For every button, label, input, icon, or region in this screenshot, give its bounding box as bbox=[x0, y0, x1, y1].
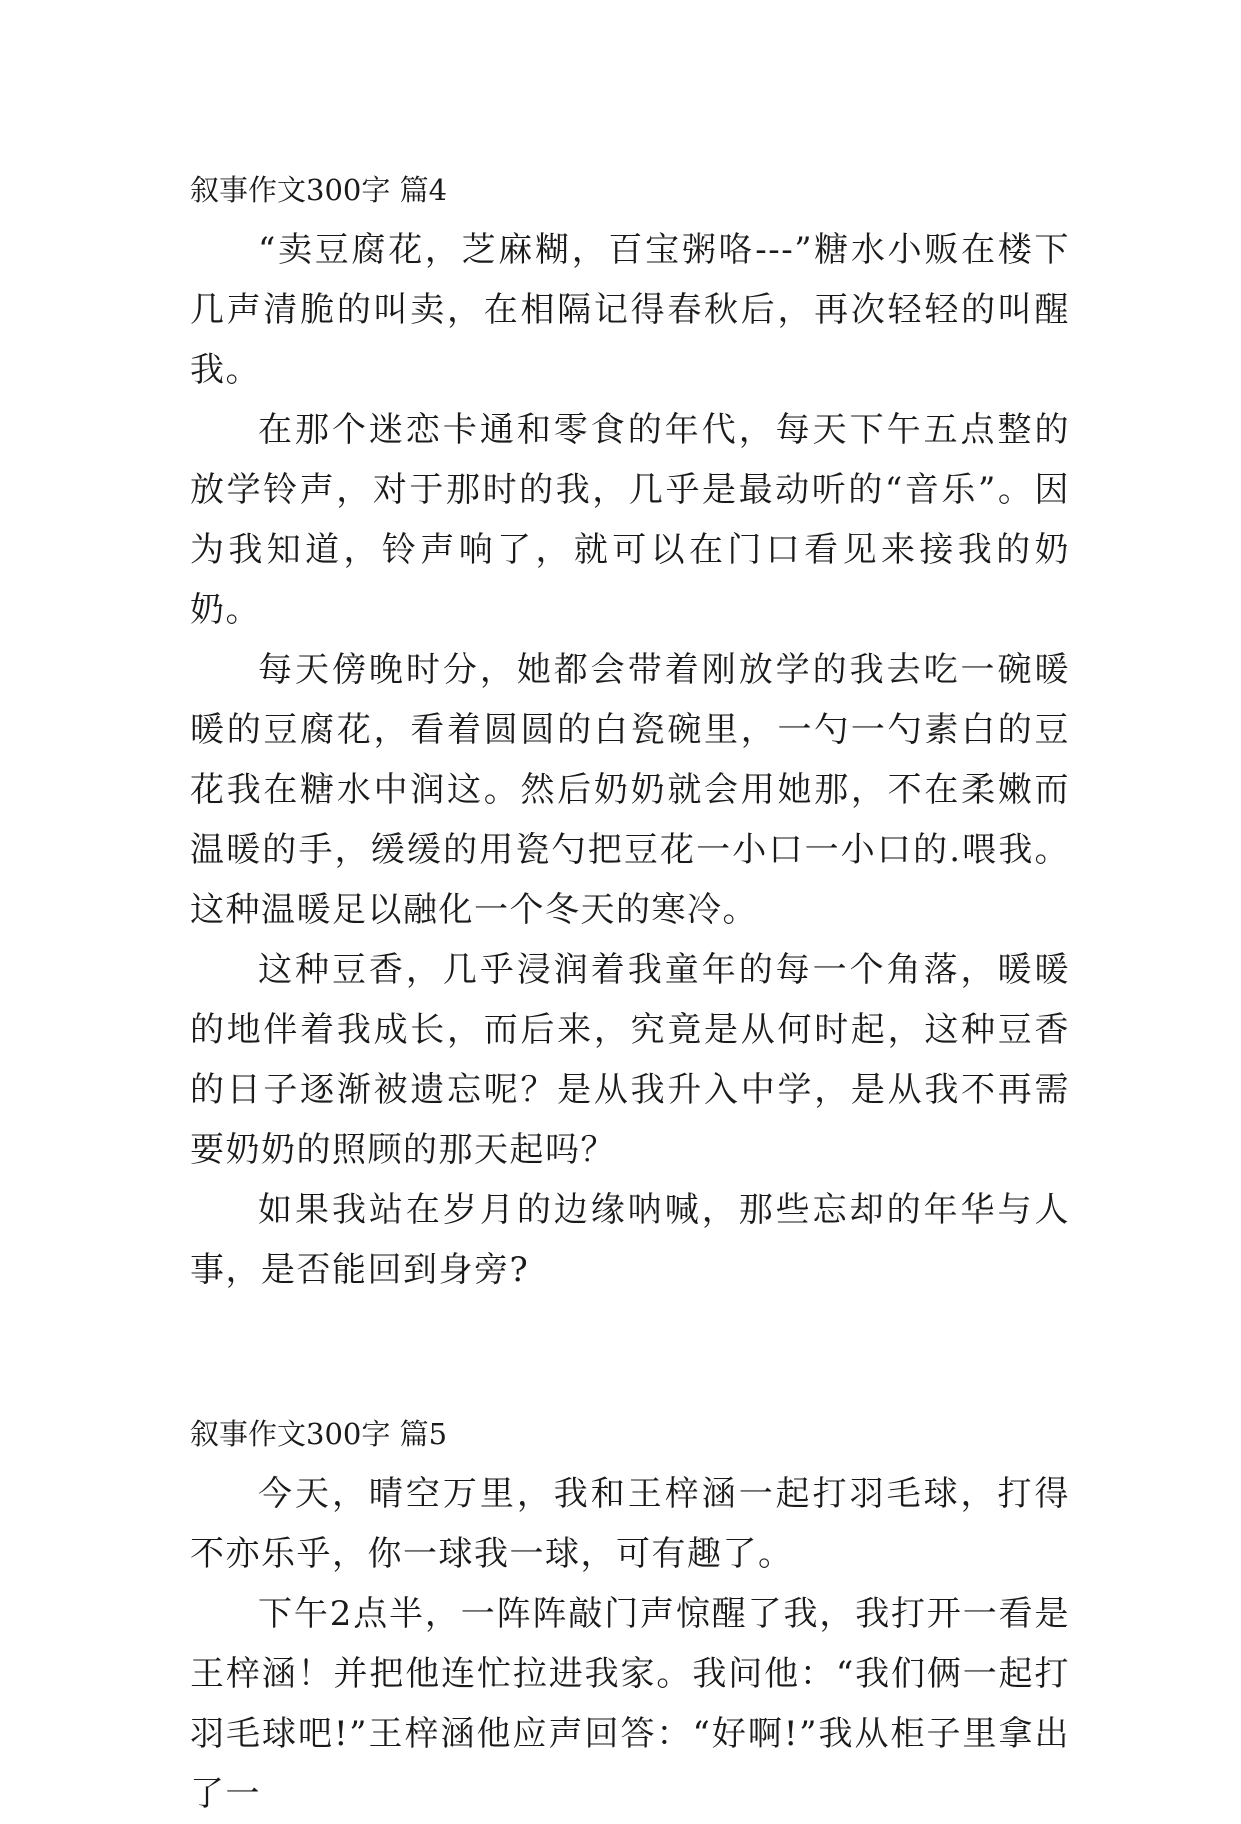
section-title: 叙事作文300字 篇4 bbox=[190, 173, 448, 207]
paragraph: “卖豆腐花，芝麻糊，百宝粥咯---”糖水小贩在楼下几声清脆的叫卖，在相隔记得春秋后，再次轻轻的叫醒我。 bbox=[190, 230, 1070, 390]
paragraph: 在那个迷恋卡通和零食的年代，每天下午五点整的放学铃声，对于那时的我，几乎是最动听的“音乐”。因为我知道，铃声响了，就可以在门口看见来接我的奶奶。 bbox=[190, 410, 1070, 630]
paragraph: 如果我站在岁月的边缘呐喊，那些忘却的年华与人事，是否能回到身旁? bbox=[190, 1190, 1070, 1290]
section-title: 叙事作文300字 篇5 bbox=[190, 1417, 448, 1451]
paragraph: 今天，晴空万里，我和王梓涵一起打羽毛球，打得不亦乐乎，你一球我一球，可有趣了。 bbox=[190, 1474, 1070, 1574]
paragraph: 这种豆香，几乎浸润着我童年的每一个角落，暖暖的地伴着我成长，而后来，究竟是从何时起，这种豆香的日子逐渐被遗忘呢？是从我升入中学，是从我不再需要奶奶的照顾的那天起吗？ bbox=[190, 950, 1070, 1170]
section-gap bbox=[190, 1300, 1070, 1404]
document-page bbox=[190, 160, 1070, 1824]
paragraph: 每天傍晚时分，她都会带着刚放学的我去吃一碗暖暖的豆腐花，看着圆圆的白瓷碗里，一勺一勺素白的豆花我在糖水中润这。然后奶奶就会用她那，不在柔嫩而温暖的手，缓缓的用瓷勺把豆花一小口一小口的.喂我。这种温暖足以融化一个冬天的寒冷。 bbox=[190, 650, 1070, 930]
paragraph: 下午2点半，一阵阵敲门声惊醒了我，我打开一看是王梓涵！并把他连忙拉进我家。我问他：“我们俩一起打羽毛球吧!”王梓涵他应声回答：“好啊!”我从柜子里拿出了一 bbox=[190, 1594, 1070, 1814]
